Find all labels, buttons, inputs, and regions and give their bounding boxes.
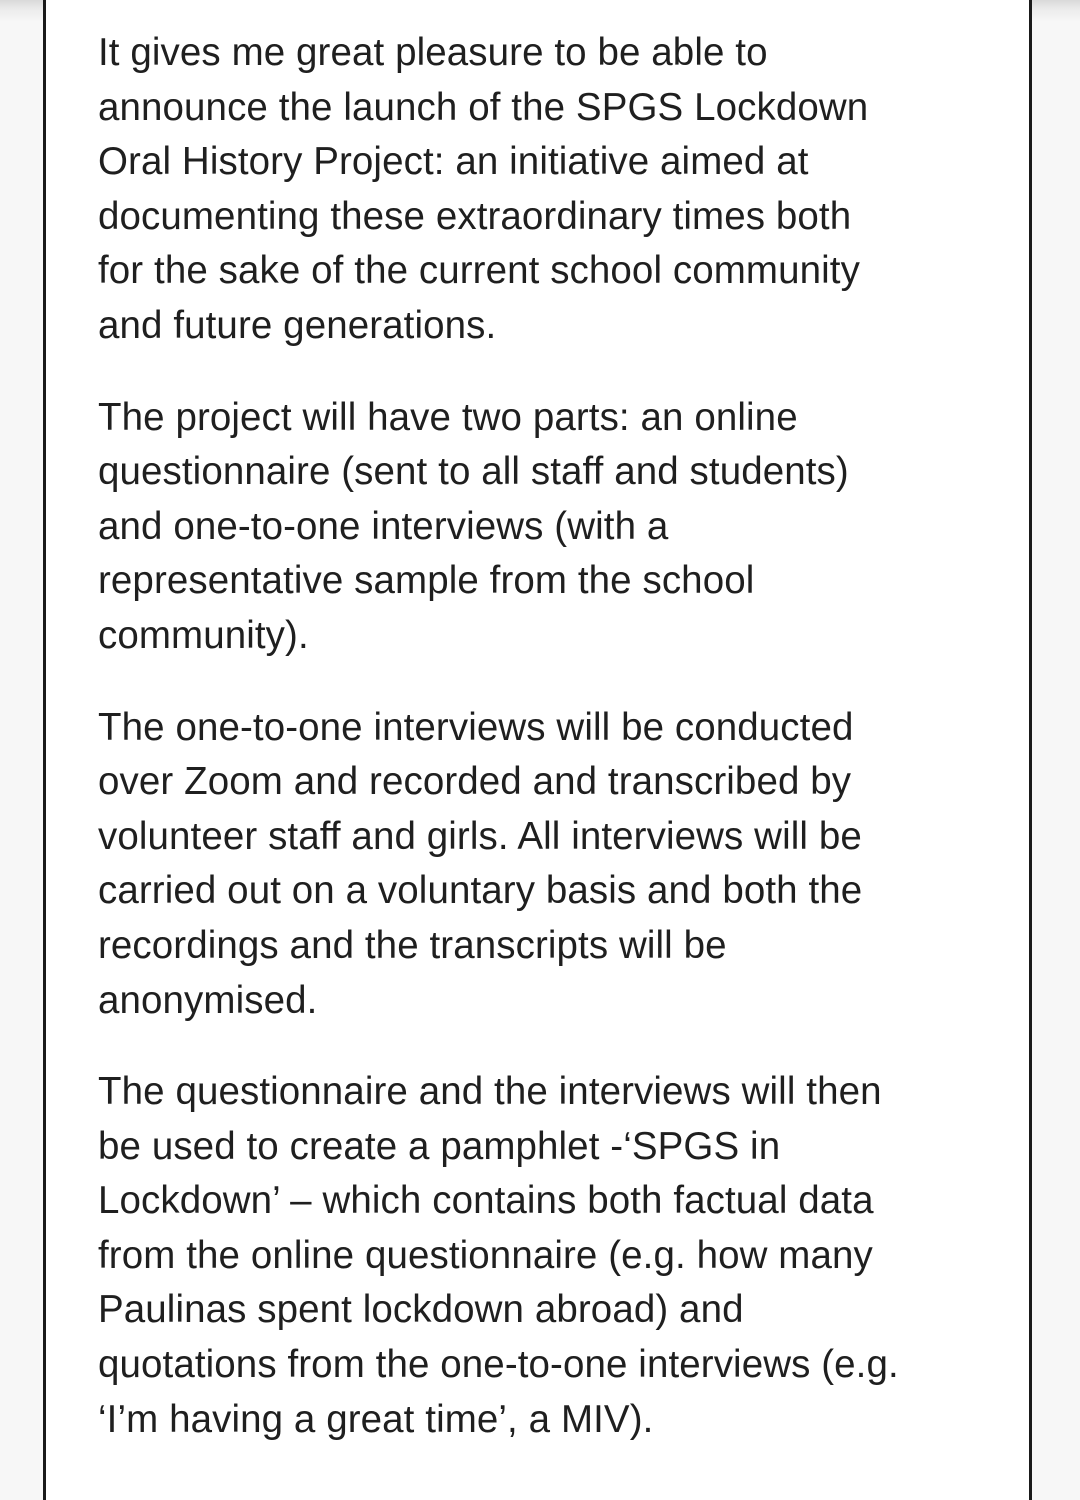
text-line: for the sake of the current school community xyxy=(98,249,860,293)
text-line: Oral History Project: an initiative aimed at xyxy=(98,140,809,184)
paragraph-project-parts xyxy=(98,391,998,664)
text-line: announce the launch of the SPGS Lockdown xyxy=(98,85,869,129)
paragraph-pamphlet xyxy=(98,1065,998,1447)
text-line: anonymised. xyxy=(98,978,318,1022)
text-line: The project will have two parts: an online xyxy=(98,395,798,439)
text-line: from the online questionnaire (e.g. how many xyxy=(98,1233,873,1277)
text-line: carried out on a voluntary basis and both the xyxy=(98,869,863,913)
document-body xyxy=(98,26,998,1484)
text-line: and future generations. xyxy=(98,303,497,347)
text-line: questionnaire (sent to all staff and students) xyxy=(98,450,849,494)
text-line: The questionnaire and the interviews will then xyxy=(98,1070,882,1114)
text-line: recordings and the transcripts will be xyxy=(98,923,727,967)
text-line: be used to create a pamphlet -‘SPGS in xyxy=(98,1124,781,1168)
text-line: Lockdown’ – which contains both factual data xyxy=(98,1179,874,1223)
text-line: ‘I’m having a great time’, a MIV). xyxy=(98,1397,654,1441)
paragraph-launch-announcement xyxy=(98,26,998,354)
text-line: documenting these extraordinary times both xyxy=(98,194,852,238)
text-line: It gives me great pleasure to be able to xyxy=(98,31,768,74)
text-line: quotations from the one-to-one interviews (e.g. xyxy=(98,1343,899,1387)
text-line: over Zoom and recorded and transcribed by xyxy=(98,760,852,804)
text-line: community). xyxy=(98,613,309,657)
text-line: The one-to-one interviews will be conducted xyxy=(98,705,854,749)
text-line: and one-to-one interviews (with a xyxy=(98,504,669,548)
text-line: representative sample from the school xyxy=(98,559,755,603)
paragraph-interviews xyxy=(98,701,998,1029)
text-line: volunteer staff and girls. All interviews will be xyxy=(98,814,862,858)
text-line: Paulinas spent lockdown abroad) and xyxy=(98,1288,744,1332)
